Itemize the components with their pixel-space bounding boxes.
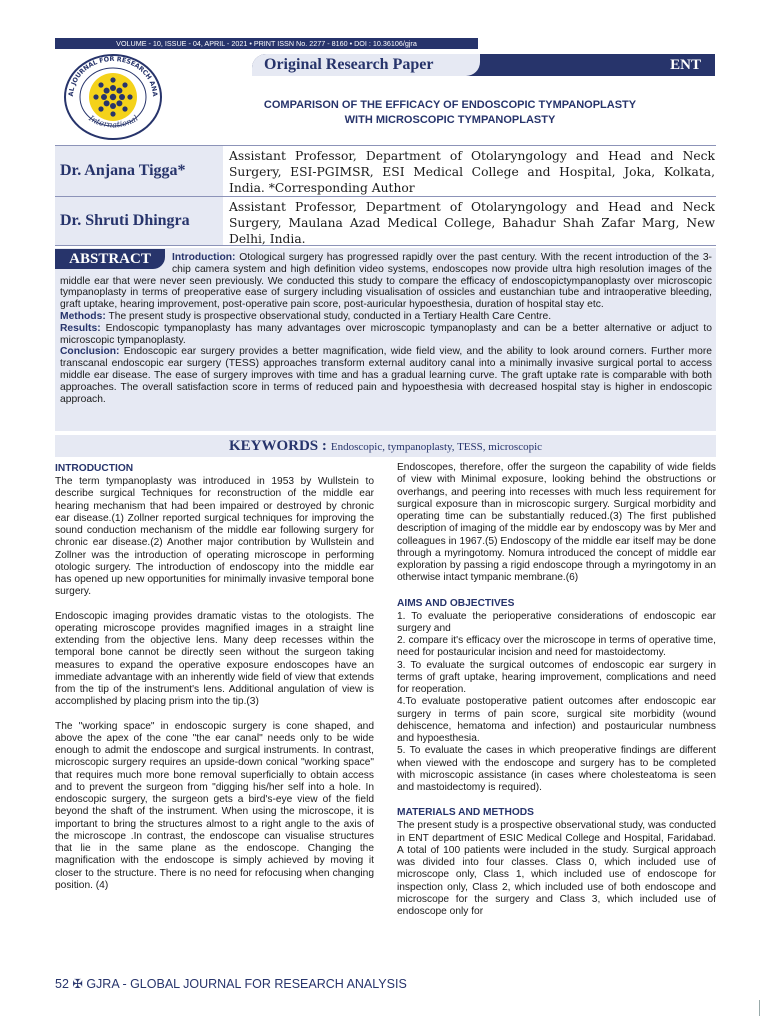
aims-heading: AIMS AND OBJECTIVES [397,597,515,609]
aims-item-5: 5. To evaluate the cases in which preoperative findings are different when viewed with the endoscope and surgery has to be completed with microscopic assistance (in cases where cholesteatoma is seen and mastoidectomy is required). [397,745,716,793]
subject-label: ENT [670,57,701,73]
page-footer: 52 ✠ GJRA - GLOBAL JOURNAL FOR RESEARCH ANALYSIS [55,977,407,991]
abstract-results-label: Results: [60,322,101,334]
aims-item-2: 2. compare it's efficacy over the microscope in terms of operative time, need for postauricular incision and need for mastoidectomy. [397,635,716,659]
paper-type-label: Original Research Paper [252,54,480,76]
aims-item-3: 3. To evaluate the surgical outcomes of endoscopic ear surgery in terms of graft uptake, hearing improvement, complications and need for reoperation. [397,659,716,695]
volume-issue-bar: VOLUME - 10, ISSUE - 04, APRIL - 2021 • PRINT ISSN No. 2277 - 8160 • DOI : 10.36106/gjra [55,38,478,49]
methods-heading: MATERIALS AND METHODS [397,807,534,819]
journal-logo [56,50,171,145]
aims-item-4: 4.To evaluate postoperative patient outcomes after endoscopic ear surgery in terms of pain score, surgical site morbidity (wound dehiscence, hematoma and infection) and postauricular numbness and hypoesthesia. [397,696,716,744]
author-affiliation-2: Assistant Professor, Department of Otolaryngology and Head and Neck Surgery, Maulana Azad Medical College, Bahadur Shah Zafar Marg, New Delhi, India. [229,200,715,246]
abstract-conclusion-text: Endoscopic ear surgery provides a better magnification, wide field view, and the ability to look around corners. Further more transcanal endoscopic ear surgery (TESS) approaches transform external auditory canal into a minimally invasive surgical portal to access middle ear disease. The ease of surgery improves with time and has a gradual learning curve. The graft uptake rate is comparable with both approaches. The overall satisfaction score in terms of reduced pain and hypoesthesia with decreased hospital stay is higher in endoscopic approach. [60,346,712,405]
author-name-1: Dr. Anjana Tigga* [55,146,223,196]
abstract-methods-text: The present study is prospective observational study, conducted in a Tertiary Health Care Centre. [105,310,552,322]
abstract-intro-label: Introduction: [172,252,236,263]
abstract-results-text: Endoscopic tympanoplasty has many advantages over microscopic tympanoplasty and can be a better alternative or adjuct to microscopic tympanoplasty. [60,322,712,346]
svg-text:International: International [87,113,140,130]
right-column [397,462,716,918]
author-row-2 [55,196,716,246]
abstract-methods-label: Methods: [60,310,106,322]
intro-paragraph-1: The term tympanoplasty was introduced in 1953 by Wullstein to describe surgical Techniques for reconstruction of the middle ear hearing mechanism that had been impaired or destroyed by chronic ear disease.(1) Zollner reported surgical techniques for improving the sound conduction mechanism of the middle ear following surgery for chronic ear disease.(2) Another major contribution by Wullstein and Zollner was the introduction of operating microscope in performing otologic surgery. The introduction of endoscopy into the middle ear has opened up new opportunities for minimally invasive temporal bone surgery. [55,476,374,598]
abstract-block [55,248,716,431]
abstract-label: ABSTRACT [55,249,165,269]
aims-item-1: 1. To evaluate the perioperative considerations of endoscopic ear surgery and [397,610,716,634]
introduction-heading: INTRODUCTION [55,463,134,474]
intro-paragraph-2: Endoscopic imaging provides dramatic vistas to the otologists. The operating microscope provides magnified images in a straight line extending from the objective lens. Many deep recesses within the temporal bone cannot be directly seen without the surgeon taking measures to expand the operative exposure endoscopes have an immediate advantage with an inherently wide field of view that extends from the tip of the instrument's lens. Additional angulation of view is accomplished by placing prism into the tip.(3) [55,610,374,708]
keywords-list: Endoscopic, tympanoplasty, TESS, microscopic [330,441,543,453]
abstract-intro-text: Otological surgery has progressed rapidly over the past century. With the recent introduction of the 3-chip camera system and high definition video systems, endoscopes now provide ultra high resolution images of the middle ear that were never seen previously. We conducted this study to compare the efficacy of endoscopictympanoplasty over microscopic tympanoplasty in terms of preoperative ease of surgery including visualisation of ossicles and eustanchian tube and intraoperative bleeding, graft uptake, hearing improvement, post-operative pain score, post-auricular hypoesthesia, duration of hospital stay etc. [60,252,712,311]
intro-paragraph-4: Endoscopes, therefore, offer the surgeon the capability of wide fields of view with Minimal exposure, looking behind the obstructions or overhangs, and peering into recesses with much less requirement for surgical exposure than in microscopic surgery. Surgical morbidity and operating time can be substantially reduced.(3) The first published description of imaging of the middle ear by endoscopy was by Mer and colleagues in 1967.(5) Endoscopy of the middle ear itself may be done through a myringotomy. Nomura introduced the concept of middle ear exploration by passing a rigid endoscope through a myringotomy in an otherwise intact tympanic membrane.(6) [397,462,716,584]
abstract-text [60,252,712,405]
svg-text:GLOBAL JOURNAL FOR RESEARCH AN: AL JOURNAL FOR RESEARCH ANA [66,54,160,97]
author-name-2: Dr. Shruti Dhingra [55,197,223,245]
keywords-label: KEYWORDS : [228,438,327,454]
keywords-bar [55,435,716,457]
author-affiliation-1: Assistant Professor, Department of Otolaryngology and Head and Neck Surgery, ESI-PGIMSR, ESI Medical College and Hospital, Joka, Kolkata, India. *Corresponding Author [229,149,715,195]
paper-title [180,98,720,128]
paper-title-line-2: WITH MICROSCOPIC TYMPANOPLASTY [344,114,556,126]
intro-paragraph-3: The "working space" in endoscopic surgery is cone shaped, and above the apex of the cone "the ear canal" needs only to be wide enough to admit the endoscope and surgical instruments. In contrast, microscopic surgery requires an upside-down conical "working space" that requires much more bone removal superficially to obtain access and to prevent the surgeon from "digging his/her self into a hole. In endoscopic surgery, the surgeon gets a bird's-eye view of the field beyond the shaft of the instrument. When using the microscope, it is important to bring the structures almost to a right angle to the axis of the microscope .In contrast, the endoscope can visualise structures that lie in the same plane as the endoscope. Changing the magnification with the endoscope is simply achieved by moving it closer to the structure. There is no need for refocusing when changing position. (4) [55,720,374,891]
author-row-1 [55,145,716,196]
methods-paragraph: The present study is a prospective observational study, was conducted in ENT department of ESIC Medical College and Hospital, Faridabad. A total of 100 patients were included in the study. Surgical approach was divided into four classes. Class 0, which included use of microscope only, Class 1, which included use of endoscope for inspection only, Class 2, which included use of both endoscope and microscope for the surgery and Class 3, which included use of endoscope only for [397,820,716,917]
paper-title-line-1: COMPARISON OF THE EFFICACY OF ENDOSCOPIC TYMPANOPLASTY [263,99,637,111]
page-edge-rule [759,1000,760,1016]
aims-list [397,611,716,795]
abstract-conclusion-label: Conclusion: [60,346,120,358]
journal-seal-icon [56,50,171,145]
paper-type-bar [252,54,715,76]
left-column [55,462,374,904]
